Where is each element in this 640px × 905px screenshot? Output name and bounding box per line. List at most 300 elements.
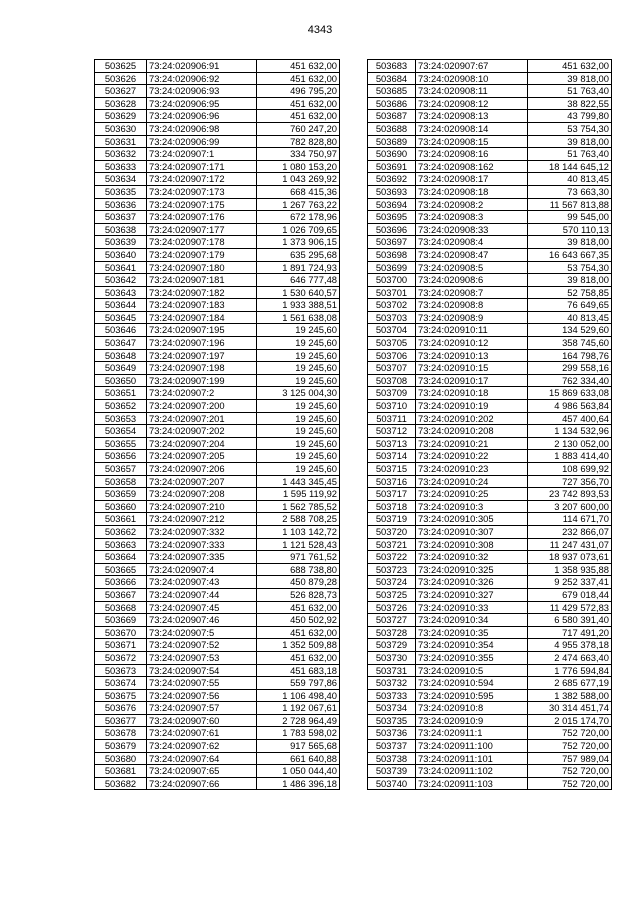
- row-number-cell: 503726: [368, 601, 416, 614]
- row-number-cell: 503660: [95, 500, 147, 513]
- table-row: [368, 513, 612, 526]
- cadastral-number-cell: 73:24:020908:2: [416, 198, 528, 211]
- cadastral-number-cell: 73:24:020906:99: [147, 135, 257, 148]
- table-row: [95, 677, 340, 690]
- cadastral-number-cell: 73:24:020907:182: [147, 286, 257, 299]
- value-cell: 451 632,00: [257, 626, 340, 639]
- value-cell: 99 545,00: [528, 211, 612, 224]
- row-number-cell: 503680: [95, 752, 147, 765]
- value-cell: 299 558,16: [528, 362, 612, 375]
- row-number-cell: 503661: [95, 513, 147, 526]
- table-row: [368, 765, 612, 778]
- row-number-cell: 503639: [95, 236, 147, 249]
- table-row: [95, 538, 340, 551]
- value-cell: 1 080 153,20: [257, 160, 340, 173]
- value-cell: 762 334,40: [528, 374, 612, 387]
- value-cell: 1 373 906,15: [257, 236, 340, 249]
- table-row: [95, 702, 340, 715]
- table-row: [368, 740, 612, 753]
- cadastral-number-cell: 73:24:020908:8: [416, 299, 528, 312]
- table-row: [368, 286, 612, 299]
- row-number-cell: 503724: [368, 576, 416, 589]
- cadastral-number-cell: 73:24:020910:13: [416, 349, 528, 362]
- row-number-cell: 503717: [368, 488, 416, 501]
- value-cell: 114 671,70: [528, 513, 612, 526]
- row-number-cell: 503655: [95, 437, 147, 450]
- row-number-cell: 503666: [95, 576, 147, 589]
- cadastral-number-cell: 73:24:020908:5: [416, 261, 528, 274]
- table-row: [95, 777, 340, 790]
- table-row: [368, 110, 612, 123]
- value-cell: 451 632,00: [257, 651, 340, 664]
- row-number-cell: 503729: [368, 639, 416, 652]
- table-row: [95, 651, 340, 664]
- table-row: [95, 72, 340, 85]
- table-row: [368, 236, 612, 249]
- value-cell: 11 429 572,83: [528, 601, 612, 614]
- table-row: [368, 72, 612, 85]
- value-cell: 51 763,40: [528, 148, 612, 161]
- table-row: [368, 97, 612, 110]
- value-cell: 451 632,00: [257, 60, 340, 73]
- row-number-cell: 503650: [95, 374, 147, 387]
- cadastral-number-cell: 73:24:020908:17: [416, 173, 528, 186]
- value-cell: 23 742 893,53: [528, 488, 612, 501]
- row-number-cell: 503670: [95, 626, 147, 639]
- table-row: [95, 714, 340, 727]
- cadastral-number-cell: 73:24:020910:35: [416, 626, 528, 639]
- table-row: [368, 425, 612, 438]
- cadastral-number-cell: 73:24:020908:33: [416, 223, 528, 236]
- row-number-cell: 503694: [368, 198, 416, 211]
- table-row: [95, 412, 340, 425]
- value-cell: 752 720,00: [528, 740, 612, 753]
- table-row: [368, 752, 612, 765]
- cadastral-number-cell: 73:24:020906:95: [147, 97, 257, 110]
- value-cell: 752 720,00: [528, 777, 612, 790]
- row-number-cell: 503683: [368, 60, 416, 73]
- table-row: [95, 614, 340, 627]
- value-cell: 1 106 498,40: [257, 689, 340, 702]
- value-cell: 76 649,65: [528, 299, 612, 312]
- table-row: [95, 198, 340, 211]
- cadastral-number-cell: 73:24:020907:44: [147, 588, 257, 601]
- table-row: [95, 387, 340, 400]
- value-cell: 40 813,45: [528, 311, 612, 324]
- value-cell: 11 567 813,88: [528, 198, 612, 211]
- value-cell: 2 588 708,25: [257, 513, 340, 526]
- row-number-cell: 503739: [368, 765, 416, 778]
- row-number-cell: 503634: [95, 173, 147, 186]
- value-cell: 108 699,92: [528, 463, 612, 476]
- value-cell: 53 754,30: [528, 261, 612, 274]
- value-cell: 1 561 638,08: [257, 311, 340, 324]
- table-row: [95, 97, 340, 110]
- cadastral-number-cell: 73:24:020907:333: [147, 538, 257, 551]
- table-row: [95, 437, 340, 450]
- row-number-cell: 503728: [368, 626, 416, 639]
- value-cell: 2 728 964,49: [257, 714, 340, 727]
- cadastral-number-cell: 73:24:020907:57: [147, 702, 257, 715]
- row-number-cell: 503669: [95, 614, 147, 627]
- value-cell: 232 866,07: [528, 525, 612, 538]
- cadastral-number-cell: 73:24:020910:12: [416, 337, 528, 350]
- table-row: [368, 626, 612, 639]
- row-number-cell: 503708: [368, 374, 416, 387]
- cadastral-number-cell: 73:24:020910:8: [416, 702, 528, 715]
- value-cell: 1 891 724,93: [257, 261, 340, 274]
- value-cell: 450 879,28: [257, 576, 340, 589]
- cadastral-number-cell: 73:24:020907:195: [147, 324, 257, 337]
- row-number-cell: 503649: [95, 362, 147, 375]
- value-cell: 4 986 563,84: [528, 400, 612, 413]
- cadastral-number-cell: 73:24:020907:198: [147, 362, 257, 375]
- cadastral-number-cell: 73:24:020910:595: [416, 689, 528, 702]
- cadastral-number-cell: 73:24:020910:19: [416, 400, 528, 413]
- cadastral-number-cell: 73:24:020908:7: [416, 286, 528, 299]
- table-row: [368, 337, 612, 350]
- table-row: [368, 324, 612, 337]
- value-cell: 752 720,00: [528, 765, 612, 778]
- value-cell: 1 192 067,61: [257, 702, 340, 715]
- value-cell: 43 799,80: [528, 110, 612, 123]
- cadastral-number-cell: 73:24:020906:92: [147, 72, 257, 85]
- value-cell: 9 252 337,41: [528, 576, 612, 589]
- cadastral-number-cell: 73:24:020907:200: [147, 400, 257, 413]
- value-cell: 496 795,20: [257, 85, 340, 98]
- cadastral-number-cell: 73:24:020907:179: [147, 248, 257, 261]
- value-cell: 1 134 532,96: [528, 425, 612, 438]
- value-cell: 19 245,60: [257, 400, 340, 413]
- cadastral-number-cell: 73:24:020911:102: [416, 765, 528, 778]
- table-row: [368, 274, 612, 287]
- value-cell: 1 530 640,57: [257, 286, 340, 299]
- table-row: [95, 727, 340, 740]
- row-number-cell: 503703: [368, 311, 416, 324]
- cadastral-number-cell: 73:24:020907:180: [147, 261, 257, 274]
- value-cell: 19 245,60: [257, 463, 340, 476]
- value-cell: 18 144 645,12: [528, 160, 612, 173]
- row-number-cell: 503672: [95, 651, 147, 664]
- value-cell: 16 643 667,35: [528, 248, 612, 261]
- cadastral-number-cell: 73:24:020910:355: [416, 651, 528, 664]
- row-number-cell: 503630: [95, 122, 147, 135]
- value-cell: 661 640,88: [257, 752, 340, 765]
- row-number-cell: 503637: [95, 211, 147, 224]
- row-number-cell: 503730: [368, 651, 416, 664]
- value-cell: 2 130 052,00: [528, 437, 612, 450]
- table-row: [95, 286, 340, 299]
- cadastral-number-cell: 73:24:020907:204: [147, 437, 257, 450]
- table-row: [95, 236, 340, 249]
- table-row: [368, 198, 612, 211]
- row-number-cell: 503722: [368, 551, 416, 564]
- row-number-cell: 503702: [368, 299, 416, 312]
- row-number-cell: 503727: [368, 614, 416, 627]
- row-number-cell: 503668: [95, 601, 147, 614]
- value-cell: 1 443 345,45: [257, 475, 340, 488]
- value-cell: 1 103 142,72: [257, 525, 340, 538]
- table-row: [95, 463, 340, 476]
- cadastral-number-cell: 73:24:020907:67: [416, 60, 528, 73]
- table-row: [368, 702, 612, 715]
- value-cell: 1 121 528,43: [257, 538, 340, 551]
- row-number-cell: 503716: [368, 475, 416, 488]
- row-number-cell: 503706: [368, 349, 416, 362]
- row-number-cell: 503625: [95, 60, 147, 73]
- row-number-cell: 503664: [95, 551, 147, 564]
- value-cell: 6 580 391,40: [528, 614, 612, 627]
- cadastral-number-cell: 73:24:020910:327: [416, 588, 528, 601]
- value-cell: 15 869 633,08: [528, 387, 612, 400]
- row-number-cell: 503632: [95, 148, 147, 161]
- row-number-cell: 503697: [368, 236, 416, 249]
- table-row: [95, 324, 340, 337]
- row-number-cell: 503628: [95, 97, 147, 110]
- table-row: [95, 639, 340, 652]
- value-cell: 635 295,68: [257, 248, 340, 261]
- cadastral-number-cell: 73:24:020910:594: [416, 677, 528, 690]
- table-row: [95, 513, 340, 526]
- value-cell: 570 110,13: [528, 223, 612, 236]
- value-cell: 451 632,00: [257, 97, 340, 110]
- cadastral-number-cell: 73:24:020907:172: [147, 173, 257, 186]
- table-row: [95, 148, 340, 161]
- table-row: [368, 387, 612, 400]
- row-number-cell: 503705: [368, 337, 416, 350]
- row-number-cell: 503714: [368, 450, 416, 463]
- value-cell: 1 382 588,00: [528, 689, 612, 702]
- row-number-cell: 503731: [368, 664, 416, 677]
- right-registry-table: [367, 59, 612, 790]
- value-cell: 11 247 431,07: [528, 538, 612, 551]
- table-row: [368, 576, 612, 589]
- table-row: [368, 500, 612, 513]
- cadastral-number-cell: 73:24:020908:13: [416, 110, 528, 123]
- table-row: [95, 563, 340, 576]
- cadastral-number-cell: 73:24:020910:5: [416, 664, 528, 677]
- value-cell: 3 125 004,30: [257, 387, 340, 400]
- cadastral-number-cell: 73:24:020907:205: [147, 450, 257, 463]
- row-number-cell: 503696: [368, 223, 416, 236]
- cadastral-number-cell: 73:24:020908:18: [416, 185, 528, 198]
- row-number-cell: 503715: [368, 463, 416, 476]
- value-cell: 451 632,00: [257, 110, 340, 123]
- table-row: [95, 110, 340, 123]
- value-cell: 40 813,45: [528, 173, 612, 186]
- value-cell: 18 937 073,61: [528, 551, 612, 564]
- row-number-cell: 503736: [368, 727, 416, 740]
- value-cell: 668 415,36: [257, 185, 340, 198]
- value-cell: 19 245,60: [257, 374, 340, 387]
- row-number-cell: 503646: [95, 324, 147, 337]
- cadastral-number-cell: 73:24:020906:98: [147, 122, 257, 135]
- value-cell: 679 018,44: [528, 588, 612, 601]
- table-row: [368, 135, 612, 148]
- value-cell: 1 783 598,02: [257, 727, 340, 740]
- cadastral-number-cell: 73:24:020907:54: [147, 664, 257, 677]
- value-cell: 51 763,40: [528, 85, 612, 98]
- cadastral-number-cell: 73:24:020908:10: [416, 72, 528, 85]
- value-cell: 30 314 451,74: [528, 702, 612, 715]
- cadastral-number-cell: 73:24:020907:52: [147, 639, 257, 652]
- row-number-cell: 503647: [95, 337, 147, 350]
- cadastral-number-cell: 73:24:020907:202: [147, 425, 257, 438]
- value-cell: 164 798,76: [528, 349, 612, 362]
- row-number-cell: 503635: [95, 185, 147, 198]
- table-row: [95, 274, 340, 287]
- cadastral-number-cell: 73:24:020908:15: [416, 135, 528, 148]
- table-row: [368, 639, 612, 652]
- row-number-cell: 503699: [368, 261, 416, 274]
- cadastral-number-cell: 73:24:020907:178: [147, 236, 257, 249]
- cadastral-number-cell: 73:24:020910:24: [416, 475, 528, 488]
- table-row: [368, 362, 612, 375]
- cadastral-number-cell: 73:24:020907:1: [147, 148, 257, 161]
- cadastral-number-cell: 73:24:020910:25: [416, 488, 528, 501]
- table-row: [95, 500, 340, 513]
- table-row: [368, 664, 612, 677]
- table-row: [368, 185, 612, 198]
- table-row: [95, 551, 340, 564]
- cadastral-number-cell: 73:24:020910:3: [416, 500, 528, 513]
- cadastral-number-cell: 73:24:020910:32: [416, 551, 528, 564]
- cadastral-number-cell: 73:24:020907:43: [147, 576, 257, 589]
- value-cell: 2 685 677,19: [528, 677, 612, 690]
- value-cell: 646 777,48: [257, 274, 340, 287]
- table-row: [95, 185, 340, 198]
- cadastral-number-cell: 73:24:020910:23: [416, 463, 528, 476]
- value-cell: 1 358 935,88: [528, 563, 612, 576]
- row-number-cell: 503721: [368, 538, 416, 551]
- table-row: [95, 488, 340, 501]
- row-number-cell: 503662: [95, 525, 147, 538]
- value-cell: 1 486 396,18: [257, 777, 340, 790]
- cadastral-number-cell: 73:24:020910:18: [416, 387, 528, 400]
- row-number-cell: 503673: [95, 664, 147, 677]
- row-number-cell: 503674: [95, 677, 147, 690]
- cadastral-number-cell: 73:24:020908:12: [416, 97, 528, 110]
- page-number: 4343: [307, 24, 333, 36]
- value-cell: 19 245,60: [257, 324, 340, 337]
- cadastral-number-cell: 73:24:020910:325: [416, 563, 528, 576]
- value-cell: 1 933 388,51: [257, 299, 340, 312]
- table-row: [368, 85, 612, 98]
- row-number-cell: 503653: [95, 412, 147, 425]
- row-number-cell: 503711: [368, 412, 416, 425]
- table-row: [95, 160, 340, 173]
- row-number-cell: 503626: [95, 72, 147, 85]
- row-number-cell: 503667: [95, 588, 147, 601]
- row-number-cell: 503658: [95, 475, 147, 488]
- row-number-cell: 503651: [95, 387, 147, 400]
- cadastral-number-cell: 73:24:020910:354: [416, 639, 528, 652]
- table-row: [95, 740, 340, 753]
- table-row: [95, 211, 340, 224]
- cadastral-number-cell: 73:24:020911:100: [416, 740, 528, 753]
- table-row: [95, 400, 340, 413]
- row-number-cell: 503671: [95, 639, 147, 652]
- table-row: [368, 261, 612, 274]
- table-row: [95, 362, 340, 375]
- cadastral-number-cell: 73:24:020910:15: [416, 362, 528, 375]
- value-cell: 1 883 414,40: [528, 450, 612, 463]
- table-row: [368, 60, 612, 73]
- cadastral-number-cell: 73:24:020907:184: [147, 311, 257, 324]
- cadastral-number-cell: 73:24:020907:208: [147, 488, 257, 501]
- table-row: [368, 463, 612, 476]
- table-row: [368, 538, 612, 551]
- table-row: [368, 211, 612, 224]
- table-row: [95, 765, 340, 778]
- table-row: [95, 374, 340, 387]
- table-row: [368, 299, 612, 312]
- table-row: [368, 400, 612, 413]
- row-number-cell: 503700: [368, 274, 416, 287]
- row-number-cell: 503719: [368, 513, 416, 526]
- cadastral-number-cell: 73:24:020911:1: [416, 727, 528, 740]
- value-cell: 757 989,04: [528, 752, 612, 765]
- row-number-cell: 503701: [368, 286, 416, 299]
- cadastral-number-cell: 73:24:020910:326: [416, 576, 528, 589]
- row-number-cell: 503734: [368, 702, 416, 715]
- cadastral-number-cell: 73:24:020907:4: [147, 563, 257, 576]
- cadastral-number-cell: 73:24:020907:46: [147, 614, 257, 627]
- cadastral-number-cell: 73:24:020906:93: [147, 85, 257, 98]
- cadastral-number-cell: 73:24:020908:4: [416, 236, 528, 249]
- cadastral-number-cell: 73:24:020907:201: [147, 412, 257, 425]
- row-number-cell: 503687: [368, 110, 416, 123]
- cadastral-number-cell: 73:24:020907:177: [147, 223, 257, 236]
- table-row: [368, 311, 612, 324]
- cadastral-number-cell: 73:24:020908:14: [416, 122, 528, 135]
- row-number-cell: 503633: [95, 160, 147, 173]
- row-number-cell: 503735: [368, 714, 416, 727]
- table-row: [368, 488, 612, 501]
- table-row: [368, 727, 612, 740]
- table-row: [95, 664, 340, 677]
- cadastral-number-cell: 73:24:020907:176: [147, 211, 257, 224]
- cadastral-number-cell: 73:24:020911:101: [416, 752, 528, 765]
- table-row: [95, 299, 340, 312]
- value-cell: 672 178,96: [257, 211, 340, 224]
- cadastral-number-cell: 73:24:020908:47: [416, 248, 528, 261]
- row-number-cell: 503676: [95, 702, 147, 715]
- table-row: [368, 651, 612, 664]
- table-row: [368, 437, 612, 450]
- row-number-cell: 503641: [95, 261, 147, 274]
- cadastral-number-cell: 73:24:020910:33: [416, 601, 528, 614]
- value-cell: 39 818,00: [528, 72, 612, 85]
- value-cell: 1 050 044,40: [257, 765, 340, 778]
- row-number-cell: 503737: [368, 740, 416, 753]
- row-number-cell: 503681: [95, 765, 147, 778]
- table-row: [95, 122, 340, 135]
- table-row: [95, 135, 340, 148]
- cadastral-number-cell: 73:24:020907:196: [147, 337, 257, 350]
- value-cell: 727 356,70: [528, 475, 612, 488]
- row-number-cell: 503732: [368, 677, 416, 690]
- value-cell: 457 400,64: [528, 412, 612, 425]
- cadastral-number-cell: 73:24:020907:53: [147, 651, 257, 664]
- table-row: [368, 563, 612, 576]
- table-row: [95, 85, 340, 98]
- row-number-cell: 503723: [368, 563, 416, 576]
- value-cell: 451 632,00: [257, 601, 340, 614]
- value-cell: 358 745,60: [528, 337, 612, 350]
- table-row: [95, 752, 340, 765]
- table-row: [95, 576, 340, 589]
